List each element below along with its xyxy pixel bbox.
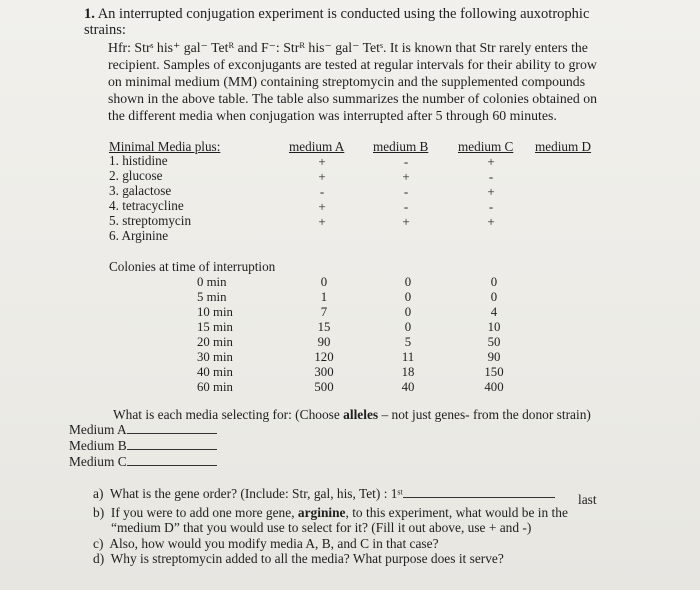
media-row-name: 4. tetracycline	[109, 198, 184, 213]
time-label: 60 min	[197, 380, 233, 394]
count-b: 11	[401, 350, 415, 364]
subquestion-a	[93, 486, 555, 502]
count-a: 7	[320, 305, 328, 319]
time-label: 0 min	[197, 275, 227, 289]
sign-c-streptomycin: +	[487, 214, 495, 229]
time-label: 40 min	[197, 365, 233, 379]
count-c: 10	[487, 320, 501, 334]
medium-b-label: Medium B	[69, 438, 127, 453]
time-label: 10 min	[197, 305, 233, 319]
subquestion-b	[93, 505, 568, 521]
count-b: 0	[404, 305, 412, 319]
count-a: 120	[314, 350, 334, 364]
count-b: 40	[401, 380, 415, 394]
sign-a-streptomycin: +	[318, 214, 326, 229]
para-line-4: the different media when conjugation was interrupted after 5 through 60 minutes.	[108, 108, 557, 123]
medium-c-blank[interactable]	[127, 465, 217, 466]
count-c: 0	[490, 290, 498, 304]
question-title	[84, 6, 589, 23]
header-medium-a: medium A	[289, 139, 345, 154]
sign-b-galactose: -	[403, 184, 409, 199]
time-label: 5 min	[197, 290, 227, 304]
gene-order-last-label: last	[578, 492, 597, 507]
sign-a-galactose: -	[319, 184, 325, 199]
question-title-text: An interrupted conjugation experiment is conducted using the following auxotrophic	[97, 6, 590, 22]
sign-b-streptomycin: +	[402, 214, 410, 229]
count-b: 0	[404, 320, 412, 334]
subquestion-d-prefix: d)	[93, 551, 105, 566]
gene-order-blank[interactable]	[403, 497, 555, 498]
question-title-line2: strains:	[84, 22, 126, 38]
subquestion-c-text: Also, how would you modify media A, B, and C in that case?	[109, 536, 439, 551]
subquestion-b-text-start: If you were to add one more gene,	[110, 505, 298, 520]
sign-c-histidine: +	[487, 154, 495, 169]
medium-c-answer-line[interactable]	[69, 454, 217, 470]
medium-a-answer-line[interactable]	[69, 422, 217, 438]
sign-b-histidine: -	[403, 154, 409, 169]
time-label: 20 min	[197, 335, 233, 349]
header-medium-b: medium B	[373, 139, 429, 154]
media-row-name: 5. streptomycin	[109, 213, 192, 228]
medium-b-blank[interactable]	[127, 449, 217, 450]
count-a: 90	[317, 335, 331, 349]
strains-text: Hfr: Strˢ his⁺ gal⁻ Tetᴿ and F⁻: Strᴿ his⁻ gal⁻ Tetˢ. It is known that Str rarely enters the	[108, 40, 588, 55]
count-b: 0	[404, 275, 412, 289]
subquestion-c	[93, 536, 439, 552]
count-a: 300	[314, 365, 334, 379]
subquestion-d-text: Why is streptomycin added to all the media? What purpose does it serve?	[110, 551, 504, 566]
sign-a-glucose: +	[318, 169, 326, 184]
strains-line	[108, 40, 588, 56]
subquestion-b-text-end: , to this experiment, what would be in the	[345, 505, 568, 520]
sign-c-tetracycline: -	[488, 199, 494, 214]
medium-a-label: Medium A	[69, 422, 127, 437]
selection-prompt-bold: alleles	[343, 407, 379, 422]
subquestion-a-text: What is the gene order? (Include: Str, gal, his, Tet) : 1ˢᵗ	[109, 486, 403, 501]
medium-b-answer-line[interactable]	[69, 438, 217, 454]
count-b: 18	[401, 365, 415, 379]
selection-prompt-start: What is each media selecting for: (Choose	[113, 407, 344, 422]
subquestion-c-prefix: c)	[93, 536, 104, 551]
media-table-label: Minimal Media plus:	[109, 139, 221, 154]
sign-c-glucose: -	[488, 169, 494, 184]
count-a: 0	[320, 275, 328, 289]
count-c: 400	[484, 380, 504, 394]
subquestion-b-line2: “medium D” that you would use to select for it? (Fill it out above, use + and -)	[111, 520, 532, 535]
sign-b-tetracycline: -	[403, 199, 409, 214]
time-label: 30 min	[197, 350, 233, 364]
header-medium-c: medium C	[458, 139, 514, 154]
selection-prompt-end: – not just genes- from the donor strain)	[378, 407, 591, 422]
count-a: 1	[320, 290, 328, 304]
subquestion-b-prefix: b)	[93, 505, 105, 520]
count-a: 500	[314, 380, 334, 394]
sign-b-glucose: +	[402, 169, 410, 184]
sign-a-histidine: +	[318, 154, 326, 169]
time-label: 15 min	[197, 320, 233, 334]
selection-prompt	[113, 407, 591, 423]
para-line-1: recipient. Samples of exconjugants are tested at regular intervals for their ability to grow	[108, 57, 597, 72]
count-c: 4	[490, 305, 498, 319]
medium-a-blank[interactable]	[127, 433, 217, 434]
count-a: 15	[317, 320, 331, 334]
count-c: 150	[484, 365, 504, 379]
para-line-3: shown in the above table. The table also summarizes the number of colonies obtained on	[108, 91, 598, 106]
sign-a-tetracycline: +	[318, 199, 326, 214]
media-row-name: 2. glucose	[109, 168, 163, 183]
count-b: 5	[404, 335, 412, 349]
colonies-label: Colonies at time of interruption	[109, 259, 276, 274]
media-row-name: 3. galactose	[109, 183, 172, 198]
sign-c-galactose: +	[487, 184, 495, 199]
header-medium-d: medium D	[535, 139, 592, 154]
subquestion-b-bold: arginine	[297, 505, 346, 520]
media-row-name: 1. histidine	[109, 153, 168, 168]
question-number: 1.	[84, 6, 95, 22]
media-row-name: 6. Arginine	[109, 228, 169, 243]
subquestion-d	[93, 551, 504, 567]
count-c: 90	[487, 350, 501, 364]
count-b: 0	[404, 290, 412, 304]
count-c: 0	[490, 275, 498, 289]
medium-c-label: Medium C	[69, 454, 127, 469]
para-line-2: on minimal medium (MM) containing streptomycin and the supplemented compounds	[108, 74, 586, 89]
subquestion-a-prefix: a)	[93, 486, 104, 501]
count-c: 50	[487, 335, 501, 349]
